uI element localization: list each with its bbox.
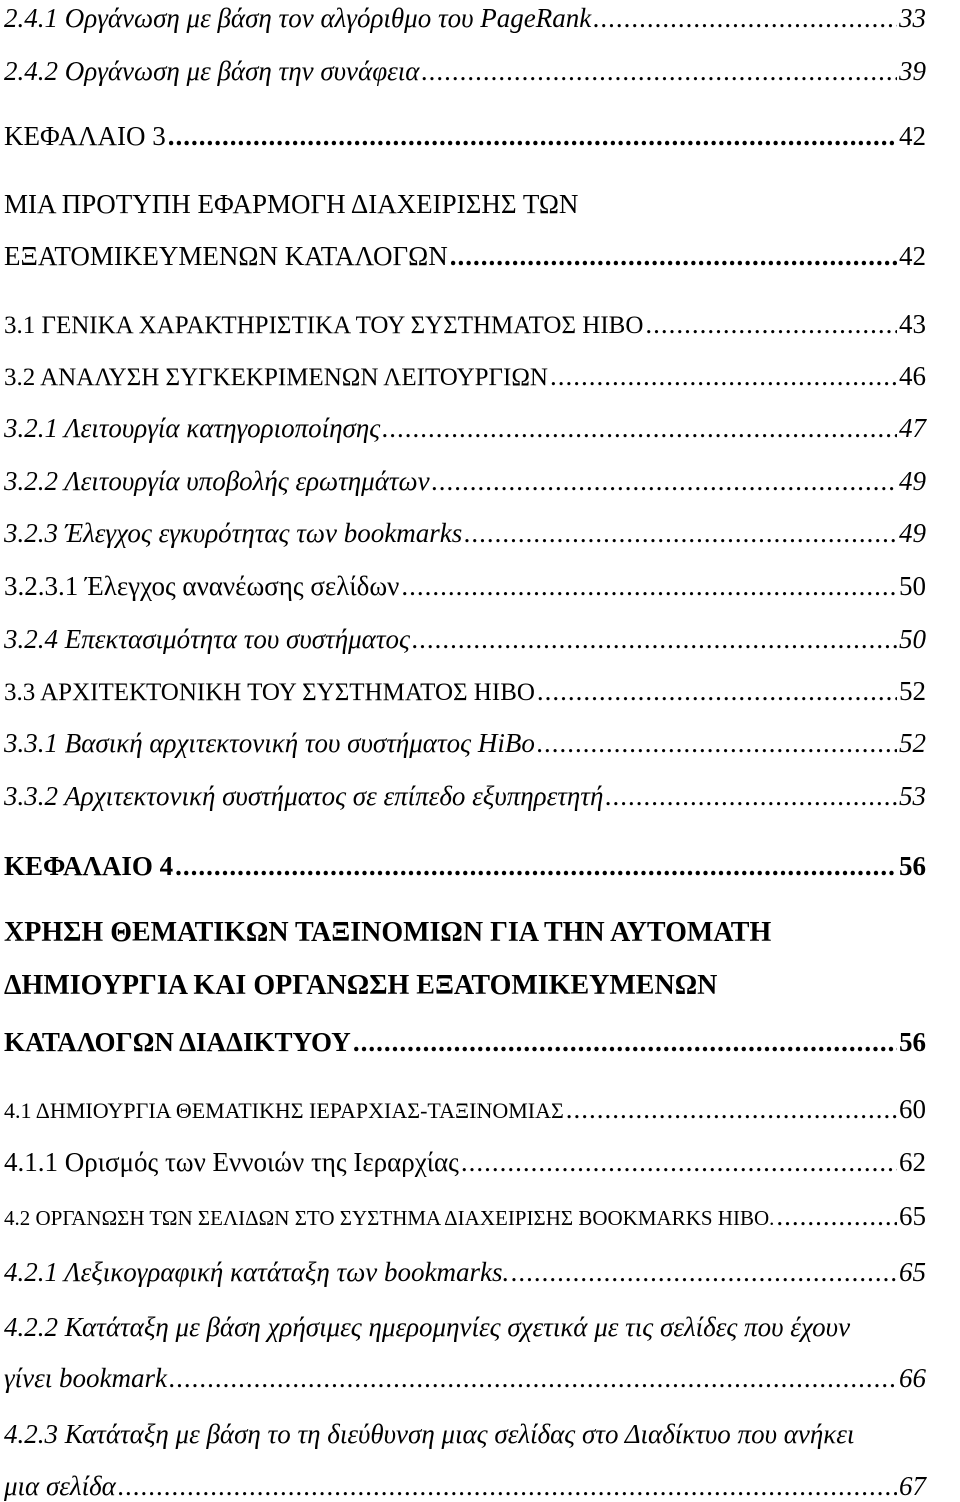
dot-leader [461,1146,897,1178]
toc-entry-page: 56 [899,851,926,881]
toc-entry-page: 46 [899,361,926,391]
toc-entry-page: 66 [899,1363,926,1393]
toc-entry [4,360,926,392]
toc-entry-title: ΜΙΑ ΠΡΟΤΥΠΗ ΕΦΑΡΜΟΓΗ ΔΙΑΧΕΙΡΙΣΗΣ ΤΩΝ [4,189,579,219]
toc-entry-title: 4.2 ΟΡΓΑΝΩΣΗ ΤΩΝ ΣΕΛΙΔΩΝ ΣΤΟ ΣΥΣΤΗΜΑ ΔΙΑΧΕΙΡΙΣΗΣ BOOKMARKS HIBO. [4,1206,775,1230]
toc-entry-page: 50 [899,624,926,654]
toc-entry-title: 3.3.2 Αρχιτεκτονική συστήματος σε επίπεδο εξυπηρετητή [4,781,604,811]
toc-entry [4,1146,926,1178]
toc-entry [4,570,926,602]
toc-entry [4,120,926,152]
toc-entry [4,517,926,549]
toc-entry-page: 67 [899,1471,926,1501]
toc-entry-title: 3.1 ΓΕΝΙΚΑ ΧΑΡΑΚΤΗΡΙΣΤΙΚΑ ΤΟΥ ΣΥΣΤΗΜΑΤΟΣ HIBO [4,312,644,339]
toc-entry-title: 3.3.1 Βασική αρχιτεκτονική του συστήματος HiBo [4,728,535,758]
toc-entry-title: 3.2.2 Λειτουργία υποβολής ερωτημάτων [4,466,430,496]
toc-entry-title: 3.2 ΑΝΑΛΥΣΗ ΣΥΓΚΕΚΡΙΜΕΝΩΝ ΛΕΙΤΟΥΡΓΙΩΝ [4,364,548,391]
toc-entry-title: 3.2.3.1 Έλεγχος ανανέωσης σελίδων [4,571,400,601]
toc-entry-title: 4.2.1 Λεξικογραφική κατάταξη των bookmarks. [4,1257,510,1287]
toc-entry-title: 4.2.3 Κατάταξη με βάση το τη διεύθυνση μιας σελίδας στο Διαδίκτυο που ανήκει [4,1419,855,1449]
toc-entry-title: ΔΗΜΙΟΥΡΓΙΑ ΚΑΙ ΟΡΓΑΝΩΣΗ ΕΞΑΤΟΜΙΚΕΥΜΕΝΩΝ [4,970,718,1001]
dot-leader [605,780,897,812]
dot-leader [432,465,897,497]
dot-leader [353,1026,897,1058]
toc-entry [4,308,926,340]
dot-leader [511,1256,897,1288]
dot-leader [412,623,897,655]
dot-leader [566,1093,897,1125]
toc-entry-title: 3.3 ΑΡΧΙΤΕΚΤΟΝΙΚΗ ΤΟΥ ΣΥΣΤΗΜΑΤΟΣ HIBO [4,679,535,706]
dot-leader [175,850,897,882]
dot-leader [645,308,897,340]
toc-entry-title: ΚΑΤΑΛΟΓΩΝ ΔΙΑΔΙΚΤΥΟΥ [4,1027,351,1057]
toc-entry-page: 53 [899,781,926,811]
toc-entry [4,465,926,497]
dot-leader [168,120,897,152]
toc-entry-title: 4.1.1 Ορισμός των Εννοιών της Ιεραρχίας [4,1147,459,1177]
toc-entry-page: 60 [899,1094,926,1124]
dot-leader [450,240,897,272]
toc-entry-title: ΧΡΗΣΗ ΘΕΜΑΤΙΚΩΝ ΤΑΞΙΝΟΜΙΩΝ ΓΙΑ ΤΗΝ ΑΥΤΟΜΑΤΗ [4,917,772,948]
toc-entry [4,412,926,444]
toc-entry-title: ΕΞΑΤΟΜΙΚΕΥΜΕΝΩΝ ΚΑΤΑΛΟΓΩΝ [4,241,448,271]
toc-entry-title: 3.2.4 Επεκτασιμότητα του συστήματος [4,624,410,654]
toc-entry-title: μια σελίδα [4,1471,116,1501]
toc-entry [4,850,926,882]
toc-entry-page: 42 [899,241,926,271]
toc-entry [4,1200,926,1232]
dot-leader [464,517,897,549]
toc-entry [4,55,926,87]
toc-entry [4,1362,926,1394]
toc-entry-page: 43 [899,309,926,339]
dot-leader [593,2,897,34]
dot-leader [537,727,897,759]
toc-entry [4,1093,926,1125]
toc-entry-page: 56 [899,1027,926,1057]
toc-entry-title: ΚΕΦΑΛΑΙΟ 4 [4,851,174,881]
toc-entry-title: 3.2.1 Λειτουργία κατηγοριοποίησης [4,413,381,443]
toc-entry-page: 52 [899,728,926,758]
dot-leader [537,675,897,707]
toc-entry [4,675,926,707]
toc-entry-title: 3.2.3 Έλεγχος εγκυρότητας των bookmarks [4,518,463,548]
toc-entry-page: 52 [899,676,926,706]
dot-leader [169,1362,897,1394]
toc-entry-page: 65 [899,1201,926,1231]
toc-entry [4,240,926,272]
dot-leader [550,360,897,392]
toc-entry [4,1256,926,1288]
toc-entry [4,1470,926,1502]
toc-entry [4,780,926,812]
toc-entry-page: 49 [899,518,926,548]
toc-entry-page: 39 [899,56,926,86]
dot-leader [382,412,897,444]
toc-entry [4,623,926,655]
toc-entry-page: 49 [899,466,926,496]
dot-leader [401,570,897,602]
toc-entry-title: 2.4.2 Οργάνωση με βάση την συνάφεια [4,56,420,86]
toc-entry-title: γίνει bookmark [4,1363,167,1393]
toc-entry-title: 2.4.1 Οργάνωση με βάση τον αλγόριθμο του PageRank [4,3,592,33]
toc-entry [4,1026,926,1058]
toc-entry [4,727,926,759]
toc-entry-page: 62 [899,1147,926,1177]
dot-leader [776,1200,897,1232]
toc-entry-title: 4.1 ΔΗΜΙΟΥΡΓΙΑ ΘΕΜΑΤΙΚΗΣ ΙΕΡΑΡΧΙΑΣ-ΤΑΞΙΝΟΜΙΑΣ [4,1098,564,1123]
toc-entry-title: 4.2.2 Κατάταξη με βάση χρήσιμες ημερομηνίες σχετικά με τις σελίδες που έχουν [4,1312,851,1342]
toc-entry-page: 47 [899,413,926,443]
toc-entry-page: 50 [899,571,926,601]
toc-entry-title: ΚΕΦΑΛΑΙΟ 3 [4,121,166,151]
dot-leader [421,55,897,87]
toc-entry-page: 65 [899,1257,926,1287]
dot-leader [118,1470,897,1502]
toc-entry-page: 33 [899,3,926,33]
toc-entry [4,2,926,34]
toc-entry-page: 42 [899,121,926,151]
